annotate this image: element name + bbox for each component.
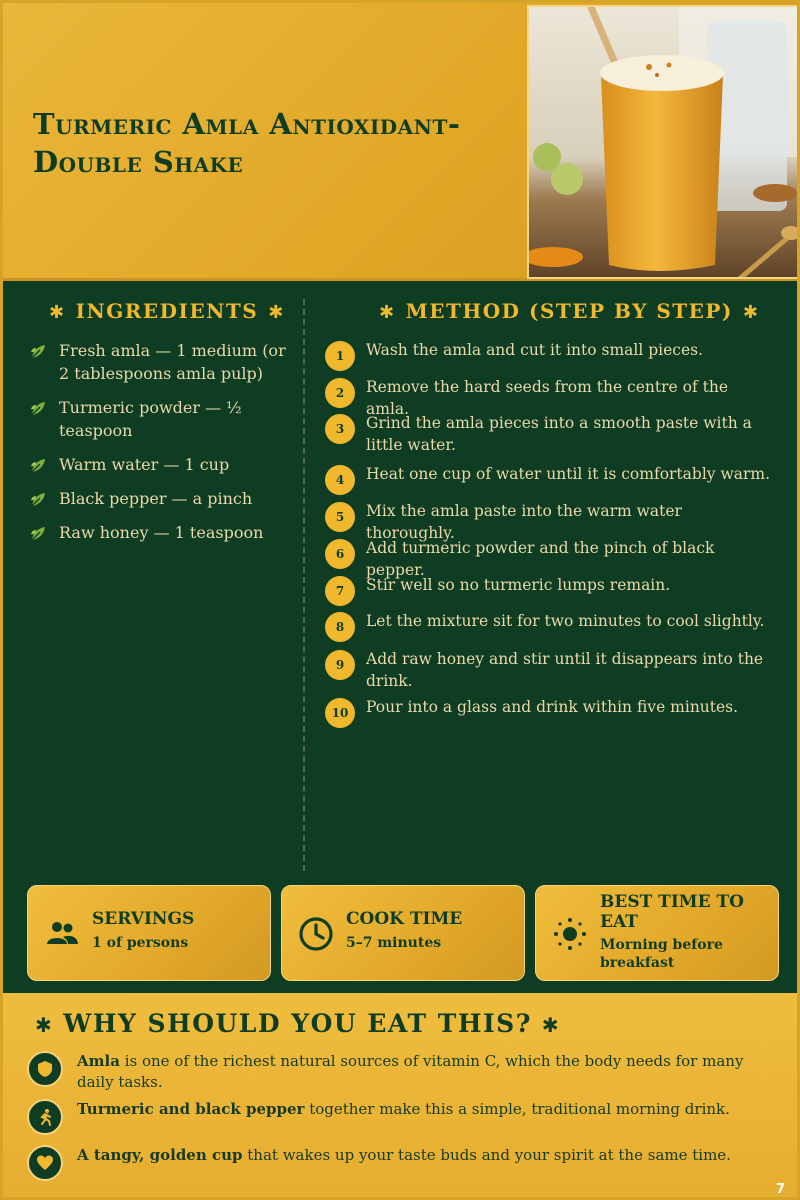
- list-item: [29, 521, 291, 544]
- why-list: [27, 1051, 777, 1185]
- step-text: Let the mixture sit for two minutes to cool slightly.: [366, 612, 765, 630]
- running-person-icon: [27, 1099, 63, 1135]
- method-heading: [369, 299, 769, 323]
- why-bold: Amla: [77, 1052, 120, 1070]
- leaf-icon: [29, 342, 47, 360]
- best-time-card: [535, 885, 779, 981]
- ingredients-list: [29, 339, 291, 555]
- step-text: Stir well so no turmeric lumps remain.: [366, 576, 671, 594]
- servings-value: 1 of persons: [92, 935, 189, 951]
- step-number-badge: 8: [325, 612, 355, 642]
- ingredient-text: Warm water — 1 cup: [59, 455, 230, 474]
- leaf-icon: [29, 399, 47, 417]
- asterisk-icon: ✱: [541, 1013, 561, 1037]
- step-number-badge: 6: [325, 539, 355, 569]
- ingredient-text: Fresh amla — 1 medium (or 2 tablespoons amla pulp): [59, 341, 286, 383]
- leaf-icon: [29, 524, 47, 542]
- list-item: [29, 339, 291, 385]
- ingredient-text: Turmeric powder — ½ teaspoon: [59, 398, 242, 440]
- step-item: [325, 412, 775, 463]
- clock-icon: [298, 916, 334, 952]
- list-item: [27, 1051, 777, 1099]
- cook-time-label: COOK TIME: [346, 909, 463, 929]
- best-time-value: Morning before breakfast: [600, 937, 723, 971]
- step-text: Heat one cup of water until it is comfortably warm.: [366, 465, 771, 483]
- step-text: Add raw honey and stir until it disappears into the drink.: [366, 650, 764, 690]
- why-bold: Turmeric and black pepper: [77, 1100, 305, 1118]
- step-item: [325, 537, 775, 579]
- step-text: Add turmeric powder and the pinch of black pepper.: [366, 539, 715, 579]
- asterisk-icon: ✱: [49, 302, 66, 323]
- step-item: [325, 500, 775, 542]
- shield-icon: [27, 1051, 63, 1087]
- servings-card: [27, 885, 271, 981]
- step-number-badge: 4: [325, 465, 355, 495]
- step-number-badge: 9: [325, 650, 355, 680]
- method-steps: [325, 339, 775, 733]
- step-item: [325, 376, 775, 418]
- leaf-icon: [29, 456, 47, 474]
- step-text: Pour into a glass and drink within five minutes.: [366, 698, 739, 716]
- servings-label: SERVINGS: [92, 909, 195, 929]
- best-time-label: BEST TIME TO EAT: [600, 892, 744, 932]
- list-item: [29, 453, 291, 476]
- people-icon: [44, 916, 80, 952]
- step-item: [325, 463, 775, 500]
- recipe-body: [3, 281, 800, 993]
- why-bold: A tangy, golden cup: [77, 1146, 243, 1164]
- asterisk-icon: ✱: [379, 302, 396, 323]
- step-item: [325, 648, 775, 696]
- leaf-icon: [29, 490, 47, 508]
- why-text: that wakes up your taste buds and your spirit at the same time.: [242, 1146, 731, 1164]
- ingredients-heading-text: INGREDIENTS: [75, 299, 259, 323]
- list-item: [29, 396, 291, 442]
- list-item: [27, 1099, 777, 1145]
- step-number-badge: 5: [325, 502, 355, 532]
- asterisk-icon: ✱: [742, 302, 760, 323]
- why-section: [3, 993, 800, 1200]
- step-text: Remove the hard seeds from the centre of the amla.: [366, 378, 728, 418]
- heart-icon: [27, 1145, 63, 1181]
- cook-time-value: 5–7 minutes: [346, 935, 442, 951]
- step-number-badge: 1: [325, 341, 355, 371]
- why-heading: [25, 1009, 570, 1038]
- page-number: 7: [775, 1182, 785, 1197]
- step-item: [325, 339, 775, 376]
- method-heading-text: METHOD (STEP BY STEP): [405, 299, 733, 323]
- ingredients-heading: [39, 299, 295, 323]
- list-item: [27, 1145, 777, 1185]
- step-text: Wash the amla and cut it into small pieces.: [366, 341, 704, 359]
- info-cards: [27, 885, 779, 981]
- sun-icon: [552, 916, 588, 952]
- ingredient-text: Black pepper — a pinch: [59, 489, 253, 508]
- step-item: [325, 696, 775, 733]
- step-number-badge: 2: [325, 378, 355, 408]
- why-text: together make this a simple, traditional morning drink.: [304, 1100, 730, 1118]
- asterisk-icon: ✱: [35, 1013, 54, 1037]
- step-item: [325, 610, 775, 648]
- step-number-badge: 3: [325, 414, 355, 444]
- column-divider: [303, 299, 305, 871]
- why-heading-text: WHY SHOULD YOU EAT THIS?: [63, 1009, 532, 1038]
- step-text: Grind the amla pieces into a smooth paste with a little water.: [366, 414, 752, 454]
- shake-photo: [527, 5, 800, 279]
- ingredient-text: Raw honey — 1 teaspoon: [59, 523, 264, 542]
- step-number-badge: 7: [325, 576, 355, 606]
- why-text: is one of the richest natural sources of vitamin C, which the body needs for many daily tasks.: [77, 1052, 744, 1091]
- asterisk-icon: ✱: [268, 302, 285, 323]
- cook-time-card: [281, 885, 525, 981]
- step-number-badge: 10: [325, 698, 355, 728]
- step-text: Mix the amla paste into the warm water thoroughly.: [366, 502, 682, 542]
- list-item: [29, 487, 291, 510]
- header-banner: [3, 3, 800, 281]
- recipe-title: Turmeric Amla Antioxidant-Double Shake: [33, 107, 461, 179]
